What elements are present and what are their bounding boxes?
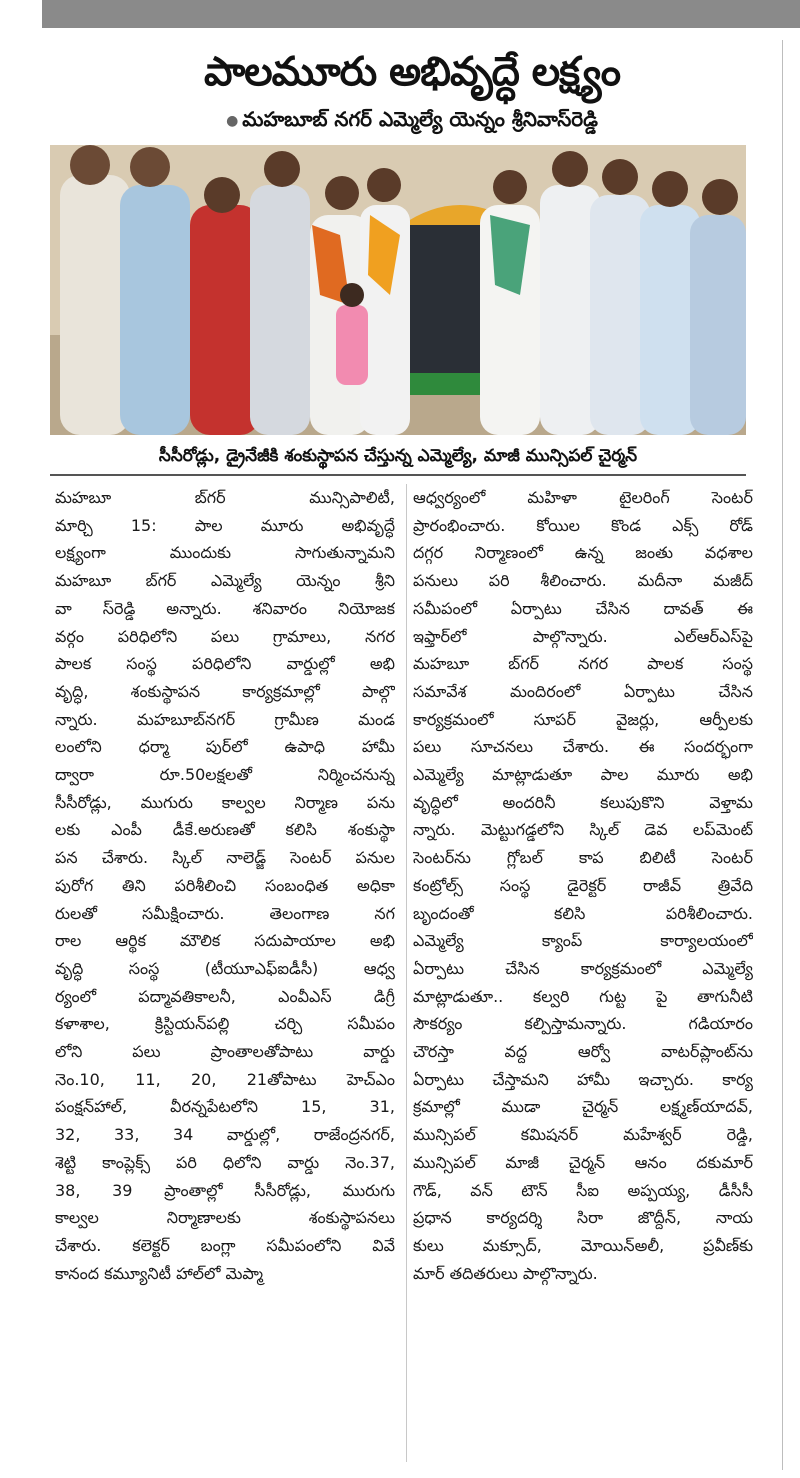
caption-rule [50, 474, 746, 476]
article-line: రులతో సమీక్షించారు. తెలంగాణ నగ [55, 903, 395, 923]
article-line: మున్సిపల్ కమిషనర్ మహేశ్వర్ రెడ్డి, [413, 1125, 753, 1145]
top-bar [42, 0, 800, 28]
article-line: పురోగ తిని పరిశీలించి సంబంధిత అధికా [55, 875, 395, 895]
bullet-icon: ● [226, 112, 239, 129]
article-line: కులు మక్సూద్, మోయిన్‌అలీ, ప్రవీణ్‌కు [413, 1235, 753, 1255]
article-line: వా స్‌రెడ్డి అన్నారు. శనివారం నియోజక [55, 598, 395, 618]
article-line: సెంటర్‌ను గ్లోబల్ కాప బిలిటీ సెంటర్ [413, 848, 753, 868]
article-line: పనులు పరి శీలించారు. మదీనా మజీద్ [413, 571, 753, 591]
article-line: ఆధ్వర్యంలో మహిళా టైలరింగ్ సెంటర్ [413, 488, 753, 507]
article-line: ఏర్పాటు చేస్తామని హామీ ఇచ్చారు. కార్య [413, 1069, 753, 1089]
article-line: మాట్లాడుతూ.. కల్వరి గుట్ట పై తాగునీటి [413, 986, 753, 1006]
article-line: మార్ తదితరులు పాల్గొన్నారు. [413, 1263, 598, 1283]
article-line: మహబూ బ్‌గర్ నగర పాలక సంస్థ [413, 654, 753, 674]
article-line: నెం.10, 11, 20, 21తోపాటు హెచ్ఎం [55, 1069, 395, 1089]
column-divider [406, 484, 407, 1462]
article-line: ఇఫ్తార్‌లో పాల్గొన్నారు. ఎల్ఆర్ఎస్‌పై [413, 626, 753, 646]
article-line: వృద్ధి, శంకుస్థాపన కార్యక్రమాల్లో పాల్గొ [55, 681, 395, 701]
article-line: మున్సిపల్ మాజీ చైర్మన్ ఆనం దకుమార్ [413, 1152, 753, 1172]
article-line: దగ్గర నిర్మాణంలో ఉన్న జంతు వధశాల [413, 543, 753, 563]
article-line: చౌరస్తా వద్ద ఆర్వో వాటర్‌ప్లాంట్‌ను [413, 1042, 753, 1062]
article-line: కంట్రోల్స్ సంస్థ డైరెక్టర్ రాజీవ్ త్రివేది [413, 875, 753, 895]
article-line: కానంద కమ్యూనిటీ హాల్‌లో మెప్మా [55, 1263, 263, 1283]
article-line: క్రమాల్లో ముడా చైర్మన్ లక్ష్మణ్‌యాదవ్, [413, 1097, 753, 1117]
article-line: మహబూ బ్‌గర్ ఎమ్మెల్యే యెన్నం శ్రీని [55, 571, 395, 591]
article-right-column [413, 484, 753, 1287]
article-line: న్నారు. మెట్టుగడ్డలోని స్కిల్ డెవ లప్‌మెంట్ [413, 820, 753, 840]
article-line: ద్వారా రూ.50లక్షలతో నిర్మించనున్న [55, 765, 395, 785]
article-line: మార్చి 15: పాల మూరు అభివృద్ధే [55, 515, 395, 535]
article-line: వర్గం పరిధిలోని పలు గ్రామాలు, నగర [55, 626, 395, 646]
article-line: మహబూ బ్‌గర్ మున్సిపాలిటీ, [55, 488, 395, 507]
photo-illustration [50, 145, 746, 435]
article-line: లోని పలు ప్రాంతాలతోపాటు వార్డు [55, 1042, 395, 1062]
article-line: పన చేశారు. స్కిల్ నాలెడ్జ్ సెంటర్ పనుల [55, 848, 395, 868]
article-line: సమావేశ మందిరంలో ఏర్పాటు చేసిన [413, 681, 753, 701]
article-line: వృద్ధిలో అందరినీ కలుపుకొని వెళ్తామ [413, 792, 753, 812]
article-line: కాల్వల నిర్మాణాలకు శంకుస్థాపనలు [55, 1208, 395, 1228]
article-line: చేశారు. కలెక్టర్ బంగ్లా సమీపంలోని వివే [55, 1235, 395, 1255]
article-line: ర్యంలో పద్మావతికాలనీ, ఎంవీఎస్ డిగ్రీ [55, 986, 395, 1006]
article-line: ప్రధాన కార్యదర్శి సిరా జొద్దీన్, నాయ [413, 1208, 753, 1228]
article-line: ఎమ్మెల్యే మాట్లాడుతూ పాల మూరు అభి [413, 765, 753, 785]
article-line: సమీపంలో ఏర్పాటు చేసిన దావత్ ఈ [413, 598, 753, 618]
article-line: బృందంతో కలిసి పరిశీలించారు. [413, 903, 753, 923]
article-line: రాల ఆర్థిక మౌలిక సదుపాయాల అభి [55, 931, 395, 951]
right-divider [782, 40, 783, 1470]
subheadline-text: మహబూబ్ నగర్ ఎమ్మెల్యే యెన్నం శ్రీనివాస్‌రెడ్డి [242, 107, 598, 131]
article-line: కళాశాల, క్రిస్టియన్‌పల్లి చర్చి సమీపం [55, 1014, 395, 1034]
article-line: ఎమ్మెల్యే క్యాంప్ కార్యాలయంలో [413, 931, 753, 951]
article-line: గౌడ్, వన్ టౌన్ సీఐ అప్పయ్య, డీసీసీ [413, 1180, 753, 1200]
article-line: సౌకర్యం కల్పిస్తామన్నారు. గడియారం [413, 1014, 753, 1034]
article-line: ఏర్పాటు చేసిన కార్యక్రమంలో ఎమ్మెల్యే [413, 958, 753, 978]
article-line: ప్రారంభించారు. కోయిల కొండ ఎక్స్ రోడ్ [413, 515, 753, 535]
article-line: కార్యక్రమంలో సూపర్ వైజర్లు, ఆర్పీలకు [413, 709, 753, 729]
article-line: వృద్ధి సంస్థ (టీయూఎఫ్ఐడీసీ) ఆధ్వ [55, 958, 395, 978]
article-line: లకు ఎంపీ డీకే.అరుణతో కలిసి శంకుస్థా [55, 820, 395, 840]
article-left-column [55, 484, 395, 1287]
article-line: న్నారు. మహబూబ్‌నగర్ గ్రామీణ మండ [55, 709, 395, 729]
article-line: లక్ష్యంగా ముందుకు సాగుతున్నామని [55, 543, 395, 563]
subheadline [42, 104, 782, 136]
article-line: పాలక సంస్థ పరిధిలోని వార్డుల్లో అభి [55, 654, 395, 674]
article-line: 38, 39 ప్రాంతాల్లో సీసీరోడ్లు, మురుగు [55, 1180, 395, 1200]
article-line: సీసీరోడ్లు, ముగురు కాల్వల నిర్మాణ పను [55, 792, 395, 812]
article-line: లంలోని ధర్మా పుర్‌లో ఉపాధి హామీ [55, 737, 395, 757]
article-line: 32, 33, 34 వార్డుల్లో, రాజేంద్రనగర్, [55, 1125, 395, 1145]
article-line: పలు సూచనలు చేశారు. ఈ సందర్భంగా [413, 737, 753, 757]
article-line: శెట్టి కాంప్లెక్స్ పరి ధిలోని వార్డు నెం.37, [55, 1152, 395, 1172]
photo-caption: సీసీరోడ్లు, డ్రైనేజీకి శంకుస్థాపన చేస్తున్న ఎమ్మెల్యే, మాజీ మున్సిపల్ చైర్మన్ [158, 446, 638, 466]
headline: పాలమూరు అభివృద్ధే లక్ష్యం [203, 49, 620, 95]
news-photo [50, 145, 746, 435]
article-line: పంక్షన్‌హాల్, వీరన్నపేటలోని 15, 31, [55, 1097, 395, 1117]
